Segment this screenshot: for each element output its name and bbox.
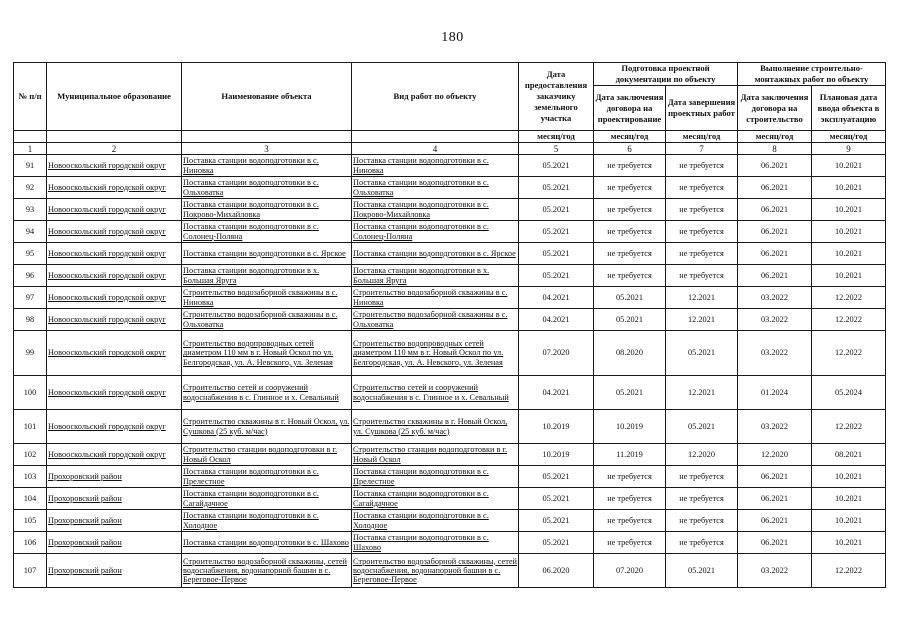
column-number: 9 xyxy=(812,143,886,155)
row-work-type: Строительство сетей и сооружений водоснабжения в с. Глинное и х. Севальный xyxy=(352,376,519,410)
row-number: 99 xyxy=(14,331,47,376)
row-work-type: Поставка станции водоподготовки в с. Прелестное xyxy=(352,466,519,488)
column-number: 5 xyxy=(519,143,594,155)
row-municipality: Новооскольский городской округ xyxy=(47,410,182,444)
row-build-contract-date: 06.2021 xyxy=(738,466,812,488)
row-municipality: Новооскольский городской округ xyxy=(47,221,182,243)
schedule-table xyxy=(13,62,886,588)
header-unit-7: месяц/год xyxy=(666,131,738,143)
row-build-contract-date: 06.2021 xyxy=(738,155,812,177)
row-design-done-date: не требуется xyxy=(666,221,738,243)
table-row xyxy=(14,243,886,265)
row-build-contract-date: 06.2021 xyxy=(738,488,812,510)
row-land-date: 06.2020 xyxy=(519,554,594,588)
row-object-name: Поставка станции водоподготовки в с. Покрово-Михайловка xyxy=(182,199,352,221)
row-land-date: 05.2021 xyxy=(519,221,594,243)
column-number: 4 xyxy=(352,143,519,155)
column-number: 8 xyxy=(738,143,812,155)
row-number: 96 xyxy=(14,265,47,287)
row-object-name: Строительство водозаборной скважины в с. Ниновка xyxy=(182,287,352,309)
row-design-contract-date: 05.2021 xyxy=(594,309,666,331)
row-land-date: 05.2021 xyxy=(519,466,594,488)
row-work-type: Поставка станции водоподготовки в с. Солонец-Поляна xyxy=(352,221,519,243)
row-object-name: Поставка станции водоподготовки в с. Ольховатка xyxy=(182,177,352,199)
table-row xyxy=(14,510,886,532)
row-object-name: Строительство сетей и сооружений водоснабжения в с. Глинное и х. Севальный xyxy=(182,376,352,410)
row-municipality: Новооскольский городской округ xyxy=(47,309,182,331)
row-object-name: Поставка станции водоподготовки в с. Ярское xyxy=(182,243,352,265)
row-commission-date: 10.2021 xyxy=(812,510,886,532)
row-land-date: 04.2021 xyxy=(519,376,594,410)
table-row xyxy=(14,287,886,309)
row-design-contract-date: 05.2021 xyxy=(594,287,666,309)
row-design-contract-date: 10.2019 xyxy=(594,410,666,444)
row-land-date: 04.2021 xyxy=(519,309,594,331)
row-build-contract-date: 12.2020 xyxy=(738,444,812,466)
table-row xyxy=(14,376,886,410)
row-object-name: Строительство станции водоподготовки в г. Новый Оскол xyxy=(182,444,352,466)
row-commission-date: 10.2021 xyxy=(812,243,886,265)
row-commission-date: 12.2022 xyxy=(812,287,886,309)
row-object-name: Поставка станции водоподготовки в с. Шахово xyxy=(182,532,352,554)
column-number: 6 xyxy=(594,143,666,155)
row-design-done-date: не требуется xyxy=(666,265,738,287)
row-build-contract-date: 06.2021 xyxy=(738,243,812,265)
row-number: 91 xyxy=(14,155,47,177)
row-build-contract-date: 03.2022 xyxy=(738,309,812,331)
row-design-contract-date: не требуется xyxy=(594,488,666,510)
header-build-contract: Дата заключения договора на строительство xyxy=(738,86,812,131)
row-municipality: Новооскольский городской округ xyxy=(47,177,182,199)
row-municipality: Новооскольский городской округ xyxy=(47,331,182,376)
row-object-name: Строительство водозаборной скважины в с. Ольховатка xyxy=(182,309,352,331)
table-row xyxy=(14,155,886,177)
row-commission-date: 12.2022 xyxy=(812,331,886,376)
row-work-type: Поставка станции водоподготовки в с. Шахово xyxy=(352,532,519,554)
row-number: 104 xyxy=(14,488,47,510)
row-design-contract-date: не требуется xyxy=(594,177,666,199)
row-land-date: 05.2021 xyxy=(519,488,594,510)
row-object-name: Поставка станции водоподготовки в с. Холодное xyxy=(182,510,352,532)
row-municipality: Прохоровский район xyxy=(47,466,182,488)
row-municipality: Прохоровский район xyxy=(47,532,182,554)
header-unit-spacer-2 xyxy=(47,131,182,143)
table-row xyxy=(14,488,886,510)
row-object-name: Поставка станции водоподготовки в с. Прелестное xyxy=(182,466,352,488)
row-municipality: Новооскольский городской округ xyxy=(47,199,182,221)
row-municipality: Новооскольский городской округ xyxy=(47,444,182,466)
row-design-done-date: 12.2021 xyxy=(666,309,738,331)
header-land-date: Дата предоставления заказчику земельного участка xyxy=(519,63,594,131)
column-number: 3 xyxy=(182,143,352,155)
row-number: 102 xyxy=(14,444,47,466)
row-work-type: Строительство водопроводных сетей диаметром 110 мм в г. Новый Оскол по ул. Белгородская, ул. А. Невского, ул. Зеленая xyxy=(352,331,519,376)
row-build-contract-date: 01.2024 xyxy=(738,376,812,410)
header-unit-spacer-3 xyxy=(182,131,352,143)
column-number: 1 xyxy=(14,143,47,155)
row-design-done-date: 05.2021 xyxy=(666,554,738,588)
row-commission-date: 10.2021 xyxy=(812,488,886,510)
header-build-group: Выполнение строительно-монтажных работ по объекту xyxy=(738,63,886,86)
row-design-done-date: 12.2020 xyxy=(666,444,738,466)
row-design-done-date: 12.2021 xyxy=(666,287,738,309)
row-design-done-date: 05.2021 xyxy=(666,331,738,376)
row-municipality: Прохоровский район xyxy=(47,488,182,510)
header-work-type: Вид работ по объекту xyxy=(352,63,519,131)
row-work-type: Поставка станции водоподготовки в с. Сагайдачное xyxy=(352,488,519,510)
row-number: 94 xyxy=(14,221,47,243)
row-commission-date: 10.2021 xyxy=(812,199,886,221)
row-land-date: 05.2021 xyxy=(519,265,594,287)
row-object-name: Строительство скважины в г. Новый Оскол, ул. Сушкова (25 куб. м/час) xyxy=(182,410,352,444)
row-object-name: Строительство водозаборной скважины, сетей водоснабжения, водонапорной башни в с. Береговое-Первое xyxy=(182,554,352,588)
table-row xyxy=(14,410,886,444)
row-build-contract-date: 03.2022 xyxy=(738,554,812,588)
row-work-type: Строительство станции водоподготовки в г. Новый Оскол xyxy=(352,444,519,466)
row-municipality: Новооскольский городской округ xyxy=(47,376,182,410)
table-row xyxy=(14,554,886,588)
row-land-date: 10.2019 xyxy=(519,410,594,444)
table-row xyxy=(14,309,886,331)
row-commission-date: 10.2021 xyxy=(812,155,886,177)
row-work-type: Строительство водозаборной скважины, сетей водоснабжения, водонапорной башни в с. Береговое-Первое xyxy=(352,554,519,588)
row-commission-date: 10.2021 xyxy=(812,221,886,243)
row-work-type: Поставка станции водоподготовки в х. Большая Яруга xyxy=(352,265,519,287)
row-municipality: Новооскольский городской округ xyxy=(47,265,182,287)
row-land-date: 07.2020 xyxy=(519,331,594,376)
row-build-contract-date: 06.2021 xyxy=(738,221,812,243)
row-design-contract-date: не требуется xyxy=(594,265,666,287)
row-design-done-date: не требуется xyxy=(666,488,738,510)
row-design-contract-date: не требуется xyxy=(594,199,666,221)
row-land-date: 05.2021 xyxy=(519,177,594,199)
header-object: Наименование объекта xyxy=(182,63,352,131)
table-row xyxy=(14,221,886,243)
row-land-date: 05.2021 xyxy=(519,510,594,532)
row-design-contract-date: не требуется xyxy=(594,221,666,243)
row-design-done-date: не требуется xyxy=(666,510,738,532)
header-unit-spacer-1 xyxy=(14,131,47,143)
row-number: 101 xyxy=(14,410,47,444)
row-work-type: Поставка станции водоподготовки в с. Покрово-Михайловка xyxy=(352,199,519,221)
row-municipality: Новооскольский городской округ xyxy=(47,287,182,309)
row-build-contract-date: 06.2021 xyxy=(738,199,812,221)
table-row xyxy=(14,444,886,466)
row-work-type: Поставка станции водоподготовки в с. Ярское xyxy=(352,243,519,265)
table-row xyxy=(14,177,886,199)
row-design-contract-date: не требуется xyxy=(594,510,666,532)
row-number: 100 xyxy=(14,376,47,410)
row-number: 95 xyxy=(14,243,47,265)
row-commission-date: 12.2022 xyxy=(812,554,886,588)
row-number: 106 xyxy=(14,532,47,554)
row-design-done-date: не требуется xyxy=(666,155,738,177)
header-unit-8: месяц/год xyxy=(738,131,812,143)
row-build-contract-date: 06.2021 xyxy=(738,177,812,199)
row-land-date: 04.2021 xyxy=(519,287,594,309)
row-build-contract-date: 03.2022 xyxy=(738,287,812,309)
row-object-name: Поставка станции водоподготовки в х. Большая Яруга xyxy=(182,265,352,287)
row-number: 92 xyxy=(14,177,47,199)
row-object-name: Поставка станции водоподготовки в с. Ниновка xyxy=(182,155,352,177)
row-land-date: 05.2021 xyxy=(519,199,594,221)
header-design-group: Подготовка проектной документации по объекту xyxy=(594,63,738,86)
row-design-done-date: 12.2021 xyxy=(666,376,738,410)
table-row xyxy=(14,199,886,221)
row-build-contract-date: 06.2021 xyxy=(738,510,812,532)
row-commission-date: 05.2024 xyxy=(812,376,886,410)
row-design-done-date: не требуется xyxy=(666,177,738,199)
row-municipality: Прохоровский район xyxy=(47,510,182,532)
header-design-contract: Дата заключения договора на проектирование xyxy=(594,86,666,131)
table-row xyxy=(14,466,886,488)
row-municipality: Новооскольский городской округ xyxy=(47,243,182,265)
row-design-contract-date: не требуется xyxy=(594,532,666,554)
header-num: № п/п xyxy=(14,63,47,131)
row-build-contract-date: 06.2021 xyxy=(738,265,812,287)
row-work-type: Поставка станции водоподготовки в с. Ольховатка xyxy=(352,177,519,199)
row-build-contract-date: 03.2022 xyxy=(738,410,812,444)
header-unit-6: месяц/год xyxy=(594,131,666,143)
header-unit-5: месяц/год xyxy=(519,131,594,143)
row-number: 105 xyxy=(14,510,47,532)
column-number: 7 xyxy=(666,143,738,155)
row-commission-date: 08.2021 xyxy=(812,444,886,466)
row-object-name: Строительство водопроводных сетей диаметром 110 мм в г. Новый Оскол по ул. Белгородская, ул. А. Невского, ул. Зеленая xyxy=(182,331,352,376)
row-commission-date: 10.2021 xyxy=(812,265,886,287)
row-build-contract-date: 06.2021 xyxy=(738,532,812,554)
table-row xyxy=(14,532,886,554)
row-work-type: Строительство водозаборной скважины в с. Ольховатка xyxy=(352,309,519,331)
page-number: 180 xyxy=(441,30,464,45)
row-design-contract-date: не требуется xyxy=(594,243,666,265)
row-design-done-date: не требуется xyxy=(666,466,738,488)
row-design-contract-date: не требуется xyxy=(594,155,666,177)
row-municipality: Прохоровский район xyxy=(47,554,182,588)
row-design-done-date: не требуется xyxy=(666,243,738,265)
row-object-name: Поставка станции водоподготовки в с. Сагайдачное xyxy=(182,488,352,510)
row-land-date: 05.2021 xyxy=(519,243,594,265)
header-unit-spacer-4 xyxy=(352,131,519,143)
row-design-done-date: не требуется xyxy=(666,199,738,221)
row-work-type: Поставка станции водоподготовки в с. Холодное xyxy=(352,510,519,532)
row-design-done-date: 05.2021 xyxy=(666,410,738,444)
row-object-name: Поставка станции водоподготовки в с. Солонец-Поляна xyxy=(182,221,352,243)
row-land-date: 05.2021 xyxy=(519,532,594,554)
row-number: 107 xyxy=(14,554,47,588)
table-row xyxy=(14,331,886,376)
row-number: 97 xyxy=(14,287,47,309)
row-work-type: Поставка станции водоподготовки в с. Ниновка xyxy=(352,155,519,177)
header-design-done: Дата завершения проектных работ xyxy=(666,86,738,131)
row-land-date: 10.2019 xyxy=(519,444,594,466)
row-land-date: 05.2021 xyxy=(519,155,594,177)
row-commission-date: 10.2021 xyxy=(812,177,886,199)
row-build-contract-date: 03.2022 xyxy=(738,331,812,376)
row-commission-date: 10.2021 xyxy=(812,532,886,554)
row-design-contract-date: 11.2019 xyxy=(594,444,666,466)
row-municipality: Новооскольский городской округ xyxy=(47,155,182,177)
row-commission-date: 10.2021 xyxy=(812,466,886,488)
row-commission-date: 12.2022 xyxy=(812,309,886,331)
header-municipality: Муниципальное образование xyxy=(47,63,182,131)
row-design-contract-date: 05.2021 xyxy=(594,376,666,410)
row-commission-date: 12.2022 xyxy=(812,410,886,444)
row-number: 93 xyxy=(14,199,47,221)
row-design-done-date: не требуется xyxy=(666,532,738,554)
row-work-type: Строительство водозаборной скважины в с. Ниновка xyxy=(352,287,519,309)
table-row xyxy=(14,265,886,287)
header-build-commission: Плановая дата ввода объекта в эксплуатацию xyxy=(812,86,886,131)
row-work-type: Строительство скважины в г. Новый Оскол, ул. Сушкова (25 куб. м/час) xyxy=(352,410,519,444)
header-unit-9: месяц/год xyxy=(812,131,886,143)
row-design-contract-date: 08.2020 xyxy=(594,331,666,376)
column-number: 2 xyxy=(47,143,182,155)
row-design-contract-date: не требуется xyxy=(594,466,666,488)
row-number: 103 xyxy=(14,466,47,488)
row-design-contract-date: 07.2020 xyxy=(594,554,666,588)
row-number: 98 xyxy=(14,309,47,331)
